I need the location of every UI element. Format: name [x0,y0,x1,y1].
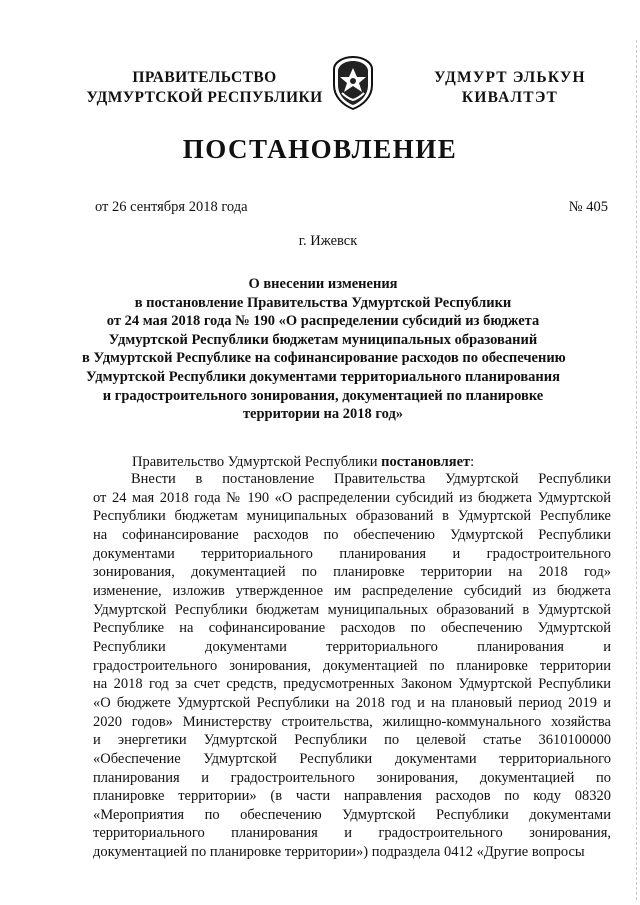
body-line: Республики документами территориального планирования и [93,638,611,655]
heading-line: Удмуртской Республики бюджетам муниципальных образований [108,331,538,348]
body-line: «Обеспечение Удмуртской Республики документами территориального [93,750,611,767]
body-line: Удмуртской Республики бюджетам муниципальных образований в Удмуртской [93,601,611,618]
preamble [132,454,474,471]
heading-line: в постановление Правительства Удмуртской Республики [134,294,512,311]
header-left [72,68,337,108]
body-line: документацией по планировке территории») подраздела 0412 «Другие вопросы [93,844,585,861]
body-line: Республике на софинансирование расходов по обеспечению Удмуртской [93,620,611,637]
body-line: территориального планирования и градостроительного зонирования, [93,825,611,842]
heading-line: в Удмуртской Республике на софинансирование расходов по обеспечению [82,350,566,367]
heading-line: О внесении изменения [248,276,398,292]
body-line: и энергетики Удмуртской Республики по целевой статье 3610100000 [93,732,611,749]
body-line: планировке территории» (в части направления расходов по коду 08320 [93,788,611,805]
preamble-tail: : [470,454,475,470]
preamble-text: Правительство Удмуртской Республики [132,454,382,470]
preamble-bold: постановляет [381,454,471,470]
header-left-line-1: ПРАВИТЕЛЬСТВО [132,69,277,86]
body-line: Республики бюджетам муниципальных образований в Удмуртской Республике [93,508,611,525]
body-line: от 24 мая 2018 года № 190 «О распределении субсидий из бюджета Удмуртской [93,489,611,506]
body-line: изменение, изложив утвержденное им распределение субсидий из бюджета [93,582,611,599]
body-line: 2020 годов» Министерству строительства, жилищно-коммунального хозяйства [93,713,611,730]
document-city: г. Ижевск [298,233,358,249]
heading-line: от 24 мая 2018 года № 190 «О распределении субсидий из бюджета [106,313,540,330]
body-line: Внести в постановление Правительства Удмуртской Республики [131,471,611,487]
heading-line: территории на 2018 год» [242,406,404,423]
document-heading [82,275,564,424]
body-line: «Мероприятия по обеспечению Удмуртской Республики документами [93,806,611,823]
document-title: ПОСТАНОВЛЕНИЕ [182,134,458,164]
heading-line: Удмуртской Республики документами территориального планирования [86,368,560,385]
body-line: на софинансирование расходов по обеспечению Удмуртской Республики [93,526,611,543]
header-right-line-2: КИВАЛТЭТ [461,89,559,106]
body-line: зонирования, документацией по планировке территории на 2018 год» [93,564,611,581]
body-paragraph [93,470,611,862]
body-line: на 2018 год за счет средств, предусмотренных Законом Удмуртской Республики [93,676,611,693]
heading-line: и градостроительного зонирования, документацией по планировке [102,387,544,404]
body-line: документами территориального планирования и градостроительного [93,545,611,562]
body-line: «О бюджете Удмуртской Республики на 2018 год и на плановый период 2019 и [93,694,611,711]
body-line: градостроительного зонирования, документацией по планировке территории [93,657,611,674]
scan-edge-line [636,40,637,900]
body-line: планирования и градостроительного зонирования, документацией по [93,769,611,786]
coat-of-arms-icon [328,55,378,111]
document-date: от 26 сентября 2018 года [95,199,248,215]
document-number: № 405 [568,199,608,215]
header-left-line-2: УДМУРТСКОЙ РЕСПУБЛИКИ [86,89,323,106]
header-right [420,68,600,108]
header-right-line-1: УДМУРТ ЭЛЬКУН [434,69,586,86]
